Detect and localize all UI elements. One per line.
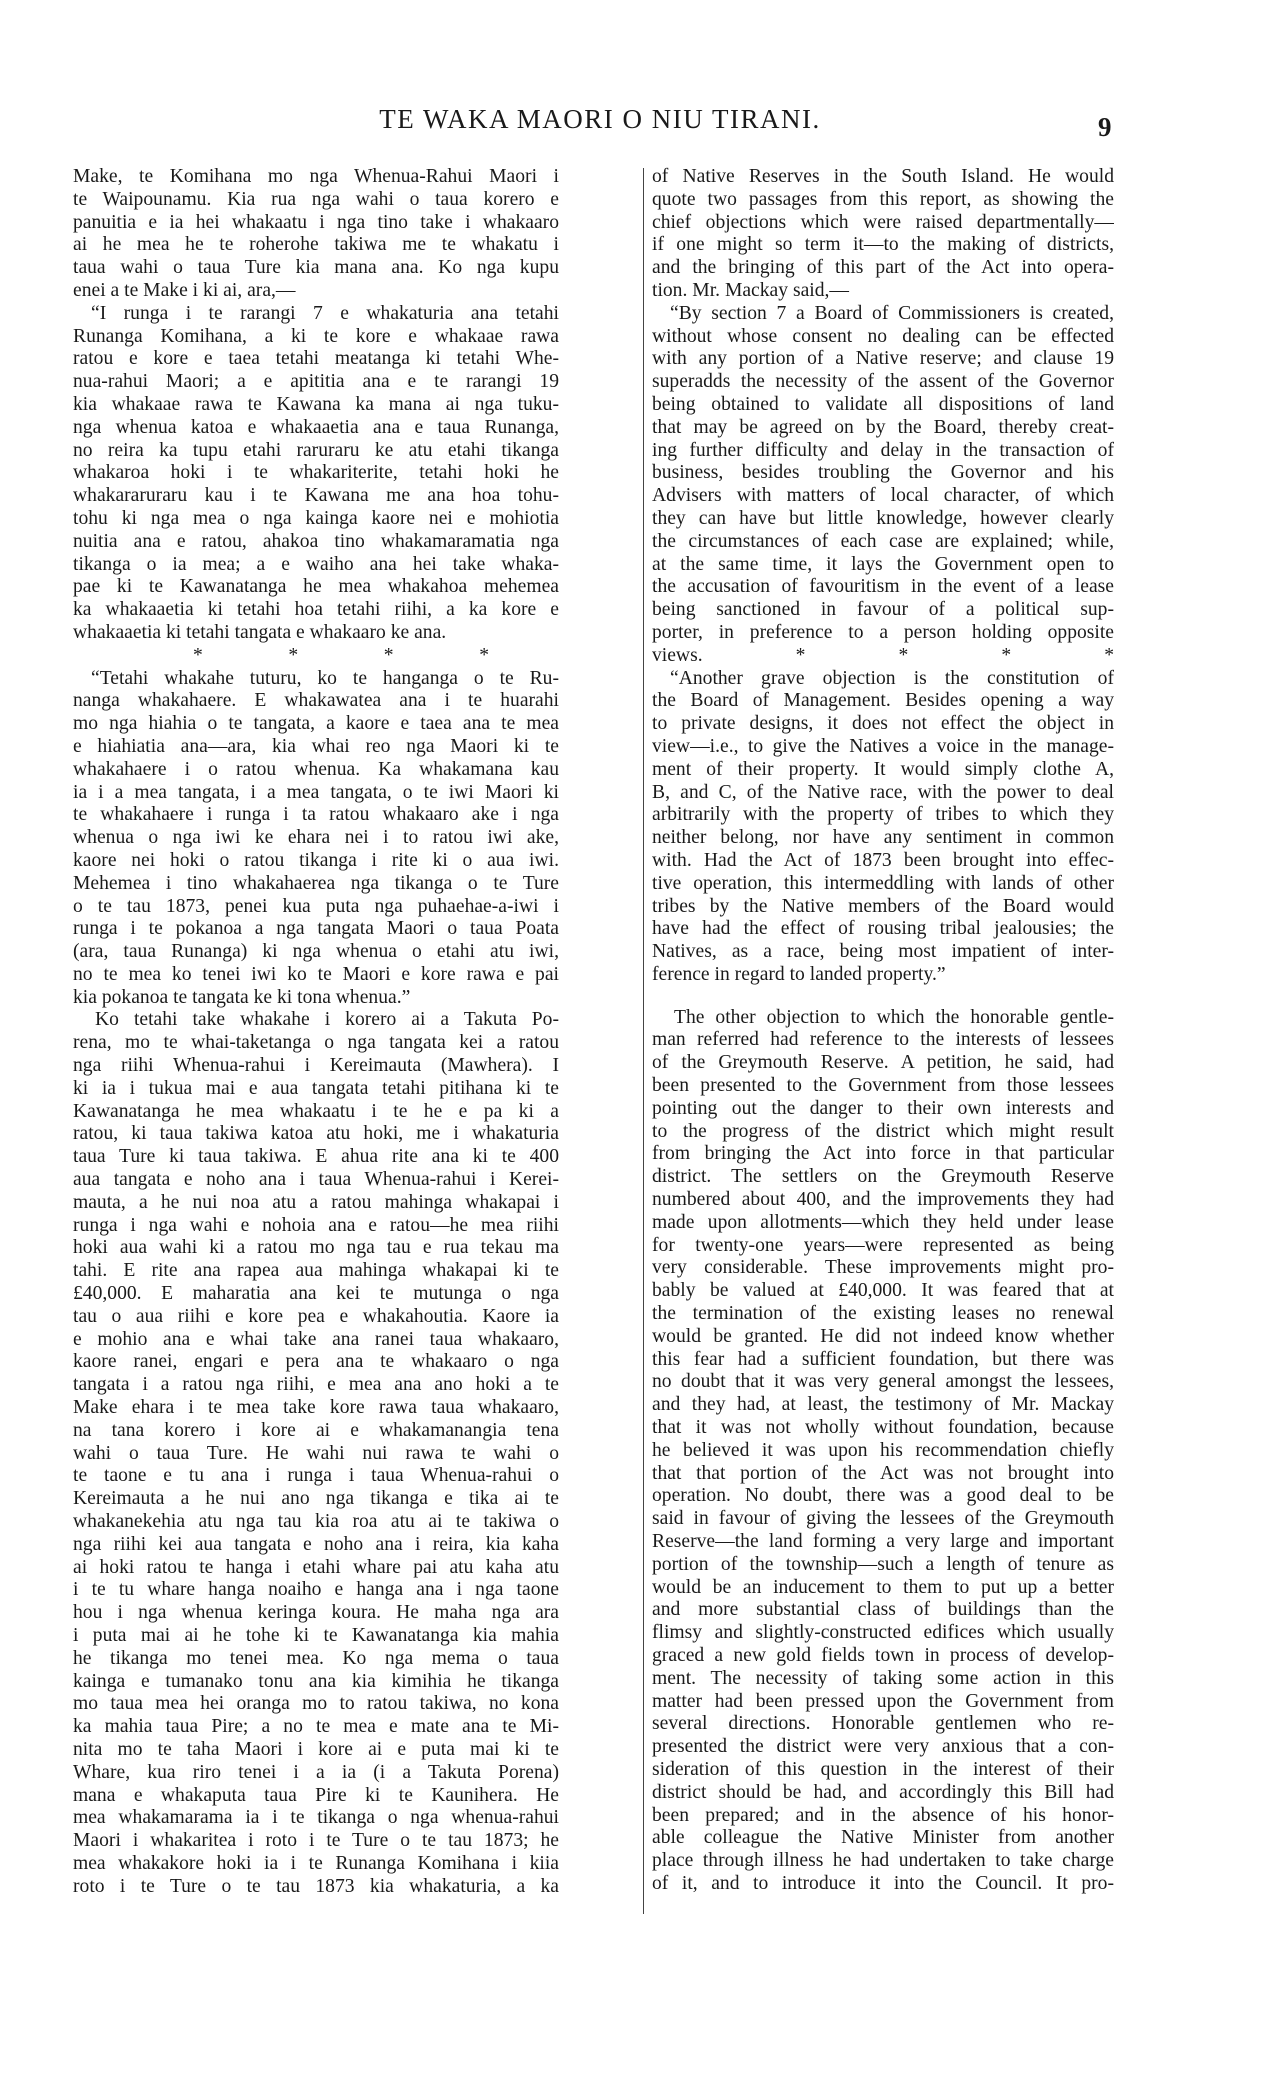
text-line: te taone e tu ana i runga i taua Whenua-rahui o — [73, 1465, 559, 1487]
text-line: “Tetahi whakahe tuturu, ko te hanganga o te Ru- — [91, 667, 559, 689]
text-line: no te mea ko tenei iwi ko te Maori e kore rawa e pai — [73, 963, 559, 985]
text-line: from bringing the Act into force in that particular — [652, 1143, 1114, 1165]
text-line: hoki aua wahi ki a ratou mo nga tau e rua tekau ma — [73, 1237, 559, 1259]
text-line: whenua o nga iwi ke ehara nei i to ratou iwi ake, — [73, 827, 559, 849]
text-line: presented the district were very anxious that a con- — [652, 1736, 1114, 1758]
text-line: runga i te pokanoa a nga tangata Maori o taua Poata — [73, 918, 559, 940]
text-line: whakaaetia ki tetahi tangata e whakaaro ke ana. — [73, 621, 447, 643]
text-line: able colleague the Native Minister from another — [652, 1827, 1114, 1849]
text-line: te whakahaere i runga i ta ratou whakaaro ake i nga — [73, 804, 559, 826]
text-line: views. * * * * — [652, 644, 1114, 666]
text-line: of the Greymouth Reserve. A petition, he said, had — [652, 1052, 1114, 1074]
text-line: would be granted. He did not indeed know whether — [652, 1325, 1114, 1347]
text-line: nga riihi Whenua-rahui i Kereimauta (Mawhera). I — [73, 1055, 559, 1077]
text-line: and the bringing of this part of the Act into opera- — [652, 257, 1114, 279]
text-line: rena, mo te whai-taketanga o nga tangata kei a ratou — [73, 1032, 559, 1054]
text-line: Make, te Komihana mo nga Whenua-Rahui Maori i — [73, 166, 559, 187]
text-line: o te tau 1873, penei kua puta nga puhaehae-a-iwi i — [73, 895, 559, 917]
paragraph-gap — [652, 987, 1114, 1007]
text-line: ment of their property. It would simply clothe A, — [652, 758, 1114, 780]
text-line: roto i te Ture o te tau 1873 kia whakaturia, a ka — [73, 1875, 559, 1897]
text-line: Whare, kua riro tenei i a ia (i a Takuta Porena) — [73, 1761, 559, 1783]
text-line: business, besides troubling the Governor and his — [652, 462, 1114, 484]
text-line: would be an inducement to them to put up a better — [652, 1576, 1114, 1598]
text-line: view—i.e., to give the Natives a voice in the manage- — [652, 735, 1114, 757]
column-divider — [643, 168, 644, 1914]
text-line: and more substantial class of buildings than the — [652, 1599, 1114, 1621]
text-line: district should be had, and accordingly this Bill had — [652, 1781, 1114, 1803]
text-line: the Board of Management. Besides opening a way — [652, 690, 1114, 712]
text-line: ka whakaaetia ki tetahi hoa tetahi riihi, a ka kore e — [73, 599, 559, 621]
text-line: arbitrarily with the property of tribes to which they — [652, 804, 1114, 826]
text-line: and they had, at least, the testimony of Mr. Mackay — [652, 1394, 1114, 1416]
text-line: kaore nei hoki o ratou tikanga i rite ki o aua iwi. — [73, 849, 559, 871]
paragraph — [652, 166, 1114, 303]
text-line: ia i a mea tangata, i a mea tangata, o te iwi Maori ki — [73, 781, 559, 803]
text-line: nita mo te taha Maori i kore ai e puta mai ki te — [73, 1738, 559, 1760]
text-line: ference in regard to landed property.” — [652, 963, 946, 985]
newspaper-masthead: TE WAKA MAORI O NIU TIRANI. — [379, 104, 821, 134]
text-line: this fear had a sufficient foundation, but there was — [652, 1348, 1114, 1370]
text-line: portion of the township—such a length of tenure as — [652, 1553, 1114, 1575]
text-line: nga riihi kei aua tangata e noho ana i reira, kia kaha — [73, 1533, 559, 1555]
text-line: tion. Mr. Mackay said,— — [652, 279, 849, 301]
text-line: whakaroa hoki i te whakariterite, tetahi hoki he — [73, 462, 559, 484]
text-line: he tikanga mo tenei mea. Ko nga mema o taua — [73, 1647, 559, 1669]
text-line: Runanga Komihana, a ki te kore e whakaae rawa — [73, 325, 559, 347]
text-line: B, and C, of the Native race, with the power to deal — [652, 781, 1114, 803]
text-line: tikanga o ia mea; a e waiho ana hei take whaka- — [73, 553, 559, 575]
text-line: (ara, taua Runanga) ki nga whenua o etahi atu iwi, — [73, 941, 559, 963]
text-line: they can have but little knowledge, however clearly — [652, 507, 1114, 529]
text-line: tahi. E rite ana rapea aua mahinga whakapai ki te — [73, 1260, 559, 1282]
text-line: £40,000. E maharatia ana kei te mutunga o nga — [73, 1283, 559, 1305]
text-line: “By section 7 a Board of Commissioners is created, — [670, 302, 1114, 324]
text-line: the termination of the existing leases no renewal — [652, 1303, 1114, 1325]
text-line: ment. The necessity of taking some action in this — [652, 1667, 1114, 1689]
text-line: whakanekehia atu nga tau kia roa atu ai te takiwa o — [73, 1511, 559, 1533]
text-line: mo taua mea hei oranga mo to ratou takiwa, no kona — [73, 1693, 559, 1715]
text-line: of it, and to introduce it into the Council. It pro- — [652, 1872, 1114, 1894]
text-line: tohu ki nga mea o nga kainga kaore nei e mohiotia — [73, 507, 559, 529]
text-line: very considerable. These improvements might pro- — [652, 1257, 1114, 1279]
left-column — [73, 166, 559, 1899]
text-line: Reserve—the land forming a very large and important — [652, 1531, 1114, 1553]
text-line: mana e whakaputa taua Pire ki te Kaunihera. He — [73, 1784, 559, 1806]
text-line: for twenty-one years—were represented as being — [652, 1234, 1114, 1256]
text-line: that it was not wholly without foundation, because — [652, 1417, 1114, 1439]
text-line: the accusation of favouritism in the event of a lease — [652, 576, 1114, 598]
text-line: being obtained to validate all dispositions of land — [652, 393, 1114, 415]
text-line: several directions. Honorable gentlemen who re- — [652, 1713, 1114, 1735]
text-line: to the progress of the district which might result — [652, 1120, 1114, 1142]
text-line: Maori i whakaritea i roto i te Ture o te tau 1873; he — [73, 1830, 559, 1852]
text-line: mo nga hiahia o te tangata, a kaore e taea ana te mea — [73, 713, 559, 735]
text-line: bably be valued at £40,000. It was feared that at — [652, 1280, 1114, 1302]
page-number: 9 — [1098, 112, 1112, 142]
text-line: The other objection to which the honorable gentle- — [674, 1006, 1114, 1028]
text-line: quote two passages from this report, as showing the — [652, 188, 1114, 210]
text-line: tribes by the Native members of the Board would — [652, 895, 1114, 917]
paragraph — [73, 303, 559, 645]
text-line: Make ehara i te mea take kore rawa taua whakaaro, — [73, 1397, 559, 1419]
text-line: if one might so term it—to the making of districts, — [652, 234, 1114, 256]
text-line: tau o aua riihi e kore pea e whakahoutia. Kaore ia — [73, 1305, 559, 1327]
text-line: said in favour of giving the lessees of the Greymouth — [652, 1508, 1114, 1530]
text-line: Advisers with matters of local character, of which — [652, 485, 1114, 507]
text-line: of Native Reserves in the South Island. He would — [652, 166, 1114, 187]
text-line: tive operation, this intermeddling with lands of other — [652, 872, 1114, 894]
text-line: operation. No doubt, there was a good deal to be — [652, 1485, 1114, 1507]
text-line: no reira ka tupu etahi raruraru ke atu etahi tikanga — [73, 439, 559, 461]
paragraph — [73, 166, 559, 303]
text-line: the circumstances of each case are explained; while, — [652, 530, 1114, 552]
text-line: that may be agreed on by the Board, thereby creat- — [652, 416, 1114, 438]
text-line: e hiahiatia ana—ara, kia whai reo nga Maori ki te — [73, 735, 559, 757]
text-line: nanga whakahaere. E whakawatea ana i te huarahi — [73, 690, 559, 712]
text-line: enei a te Make i ki ai, ara,— — [73, 279, 296, 301]
text-line: nga whenua katoa e whakaaetia ana e taua Runanga, — [73, 416, 559, 438]
text-line: pointing out the danger to their own interests and — [652, 1097, 1114, 1119]
text-line: whakahaere i o ratou whenua. Ka whakamana kau — [73, 758, 559, 780]
text-line: ki ia i tukua mai e aua tangata tetahi pitihana ki te — [73, 1077, 559, 1099]
text-line: been prepared; and in the absence of his honor- — [652, 1804, 1114, 1826]
text-line: superadds the necessity of the assent of the Governor — [652, 371, 1114, 393]
text-line: sideration of this question in the interest of their — [652, 1758, 1114, 1780]
text-line: “Another grave objection is the constitution of — [670, 667, 1114, 689]
text-line: Kawanatanga he mea whakaatu i te he e pa ki a — [73, 1100, 559, 1122]
text-line: nuitia ana e ratou, ahakoa tino whakamaramatia nga — [73, 530, 559, 552]
paragraph — [652, 1007, 1114, 1896]
text-line: no doubt that it was very general amongst the lessees, — [652, 1371, 1114, 1393]
text-line: porter, in preference to a person holding opposite — [652, 621, 1114, 643]
text-line: ratou, ki taua takiwa katoa atu hoki, me i whakaturia — [73, 1123, 559, 1145]
text-line: kaore ranei, engari e pera ana te whakaaro o nga — [73, 1351, 559, 1373]
text-line: panuitia e ia hei whakaatu i nga tino take i whakaaro — [73, 211, 559, 233]
text-line: that that portion of the Act was not brought into — [652, 1462, 1114, 1484]
text-line: Natives, as a race, being most impatient of inter- — [652, 941, 1114, 963]
text-line: chief objections which were raised departmentally— — [652, 211, 1114, 233]
text-line: e mohio ana e whai take ana ranei taua whakaaro, — [73, 1328, 559, 1350]
text-line: taua wahi o taua Ture kia mana ana. Ko nga kupu — [73, 257, 559, 279]
text-line: man referred had reference to the interests of lessees — [652, 1029, 1114, 1051]
text-line: graced a new gold fields town in process of develop- — [652, 1645, 1114, 1666]
text-line: he believed it was upon his recommendation chiefly — [652, 1439, 1114, 1461]
text-line: being sanctioned in favour of a political sup- — [652, 599, 1114, 621]
text-line: kia whakaae rawa te Kawana ka mana ai nga tuku- — [73, 393, 559, 415]
text-line: to private designs, it does not effect the object in — [652, 713, 1114, 735]
text-line: kainga e tumanako tonu ana kia kimihia he tikanga — [73, 1670, 559, 1692]
text-line: aua tangata e noho ana i taua Whenua-rahui i Kerei- — [73, 1169, 559, 1191]
paragraph — [652, 668, 1114, 987]
text-line: Mehemea i tino whakahaerea nga tikanga o te Ture — [73, 872, 559, 894]
text-line: with any portion of a Native reserve; and clause 19 — [652, 348, 1114, 370]
section-break-asterisks: * * * * — [193, 644, 489, 666]
text-line: na tana korero i kore ai e whakamanangia tena — [73, 1419, 559, 1441]
text-line: mea whakamarama ia i te tikanga o nga whenua-rahui — [73, 1807, 559, 1829]
text-line: ai hoki ratou te hanga i etahi whare pai atu kaha atu — [73, 1556, 559, 1578]
right-column — [652, 166, 1114, 1896]
text-line: made upon allotments—which they held under lease — [652, 1211, 1114, 1233]
text-line: i puta mai ai he tohe ki te Kawanatanga kia mahia — [73, 1625, 559, 1646]
text-line: taua Ture ki taua takiwa. E ahua rite ana ki te 400 — [73, 1146, 559, 1168]
text-line: runga i nga wahi e nohoia ana e ratou—he mea riihi — [73, 1214, 559, 1236]
text-line: numbered about 400, and the improvements they had — [652, 1189, 1114, 1211]
text-line: mea whakakore hoki ia i te Runanga Komihana i kiia — [73, 1852, 559, 1874]
text-line: ai he mea he te roherohe takiwa me te whakatu i — [73, 234, 559, 256]
paragraph — [652, 303, 1114, 668]
paragraph — [73, 1009, 559, 1898]
text-line: Kereimauta a he nui ano nga tikanga e tika ai te — [73, 1488, 559, 1510]
paragraph — [73, 668, 559, 1010]
text-line: flimsy and slightly-constructed edifices which usually — [652, 1622, 1114, 1644]
text-line: mauta, a he nui noa atu a ratou mahinga whakapai i — [73, 1191, 559, 1213]
text-line: “I runga i te rarangi 7 e whakaturia ana tetahi — [91, 302, 559, 324]
text-line: ing further difficulty and delay in the transaction of — [652, 439, 1114, 461]
text-line: nua-rahui Maori; a e apititia ana e te rarangi 19 — [73, 371, 559, 393]
text-line: with. Had the Act of 1873 been brought into effec- — [652, 849, 1114, 871]
text-line: district. The settlers on the Greymouth Reserve — [652, 1166, 1114, 1188]
text-line: Ko tetahi take whakahe i korero ai a Takuta Po- — [95, 1009, 559, 1031]
text-line: kia pokanoa te tangata ke ki tona whenua.” — [73, 986, 411, 1008]
text-line: place through illness he had undertaken to take charge — [652, 1850, 1114, 1872]
text-line: neither belong, nor have any sentiment in common — [652, 827, 1114, 849]
text-line: i te tu whare hanga noaiho e hanga ana i nga taone — [73, 1579, 559, 1601]
text-line: pae ki te Kawanatanga he mea whakahoa mehemea — [73, 576, 559, 598]
text-line: ratou e kore e taea tetahi meatanga ki tetahi Whe- — [73, 348, 559, 370]
text-line: whakararuraru kau i te Kawana me ana hoa tohu- — [73, 485, 559, 507]
text-line: hou i nga whenua keringa koura. He maha nga ara — [73, 1602, 559, 1624]
text-line: ka mahia taua Pire; a no te mea e mate ana te Mi- — [73, 1716, 559, 1738]
text-line: matter had been pressed upon the Government from — [652, 1690, 1114, 1712]
text-line: tangata i a ratou nga riihi, e mea ana ano hoki a te — [73, 1374, 559, 1396]
text-line: without whose consent no dealing can be effected — [652, 325, 1114, 347]
text-line: have had the effect of rousing tribal jealousies; the — [652, 918, 1114, 940]
text-line: wahi o taua Ture. He wahi nui rawa te wahi o — [73, 1442, 559, 1464]
text-line: te Waipounamu. Kia rua nga wahi o taua korero e — [73, 188, 559, 210]
text-line: been presented to the Government from those lessees — [652, 1075, 1114, 1097]
text-line: at the same time, it lays the Government open to — [652, 553, 1114, 575]
